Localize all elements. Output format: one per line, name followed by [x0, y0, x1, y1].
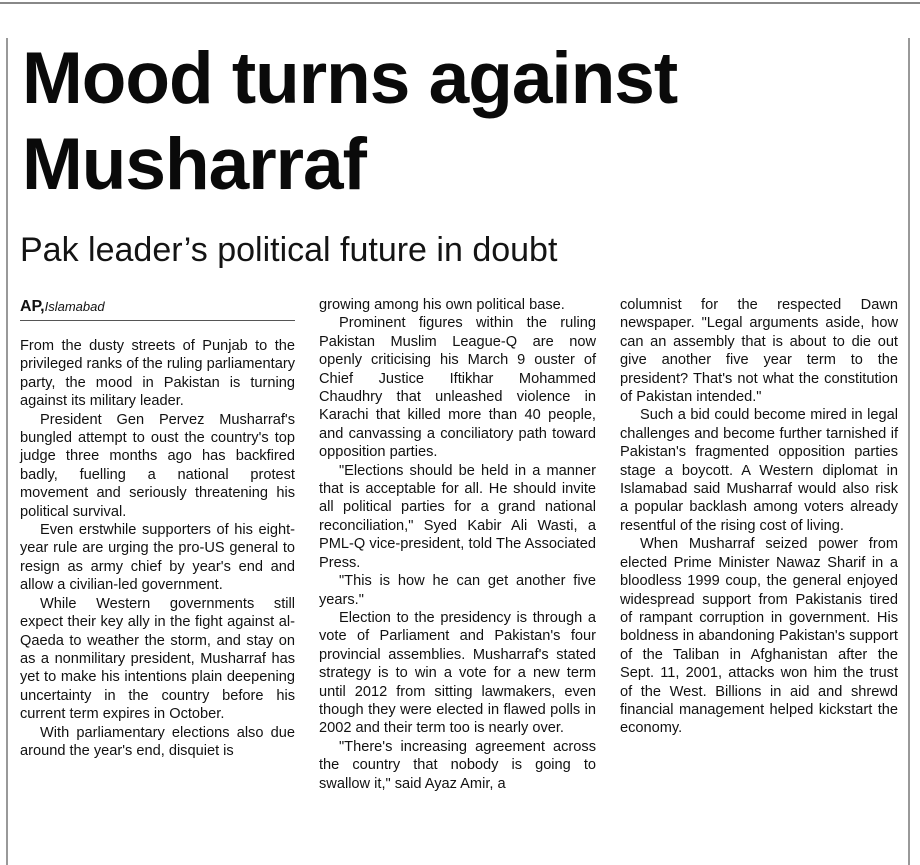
paragraph: columnist for the respected Dawn newspaper. "Legal arguments aside, how can an assembly that is about to die out give another five year term to the president? That's not what the constitution of Pakistan intended."	[620, 297, 898, 406]
paragraph: Prominent figures within the ruling Pakistan Muslim League-Q are now openly criticising his March 9 ouster of Chief Justice Iftikhar Mohammed Chaudhry that unleashed violence in Karachi that killed more than 40 people, and canvassing a conciliatory path toward opposition parties.	[319, 315, 596, 461]
subheadline: Pak leader’s political future in doubt	[20, 231, 558, 269]
paragraph: "There's increasing agreement across the country that nobody is going to swallow it," said Ayaz Amir, a	[319, 738, 596, 792]
column-1	[20, 337, 295, 760]
paragraph: While Western governments still expect their key ally in the fight against al-Qaeda to weather the storm, and stay on as a nonmilitary president, Musharraf has yet to make his intentions plain deepening uncertainty in the country before his current term expires in October.	[20, 595, 295, 723]
paragraph: From the dusty streets of Punjab to the privileged ranks of the ruling parliamentary party, the mood in Pakistan is turning against its military leader.	[20, 338, 295, 410]
top-rule	[0, 2, 920, 4]
right-border-rule	[908, 38, 910, 865]
paragraph: President Gen Pervez Musharraf's bungled attempt to oust the country's top judge three months ago has backfired badly, fuelling a national protest movement and seriously threatening his political survival.	[20, 411, 295, 520]
paragraph: Even erstwhile supporters of his eight-year rule are urging the pro-US general to resign as army chief by year's end and allow a civilian-led government.	[20, 522, 295, 594]
byline	[20, 296, 295, 321]
byline-agency: AP,	[20, 298, 45, 315]
paragraph: Election to the presidency is through a vote of Parliament and Pakistan's four provincial assemblies. Musharraf's stated strategy is to win a vote for a new term until 2012 from sitting lawmakers, even though they were elected in flawed polls in 2002 and their term too is nearly over.	[319, 609, 596, 737]
paragraph: When Musharraf seized power from elected Prime Minister Nawaz Sharif in a bloodless 1999 coup, the general enjoyed widespread support from Pakistanis tired of rampant corruption in government. His boldness in abandoning Pakistan's support of the Taliban in Afghanistan after the Sept. 11, 2001, attacks won him the trust of the West. Billions in aid and shrewd financial management helped kickstart the economy.	[620, 536, 898, 737]
paragraph: "This is how he can get another five years."	[319, 573, 596, 608]
headline: Mood turns against Musharraf	[22, 38, 678, 205]
paragraph: growing among his own political base.	[319, 297, 565, 313]
column-3	[620, 296, 898, 738]
left-border-rule	[6, 38, 8, 865]
paragraph: Such a bid could become mired in legal challenges and become further tarnished if Pakistan's fragmented opposition parties stage a boycott. A Western diplomat in Islamabad said Musharraf would also risk a popular backlash among voters already resentful of the rising cost of living.	[620, 407, 898, 534]
column-2	[319, 296, 596, 793]
paragraph: "Elections should be held in a manner that is acceptable for all. He should invite all political parties for a grand national reconciliation," Syed Kabir Ali Wasti, a PML-Q vice-president, told The Associated Press.	[319, 462, 596, 571]
byline-place: Islamabad	[44, 299, 105, 314]
paragraph: With parliamentary elections also due around the year's end, disquiet is	[20, 724, 295, 759]
